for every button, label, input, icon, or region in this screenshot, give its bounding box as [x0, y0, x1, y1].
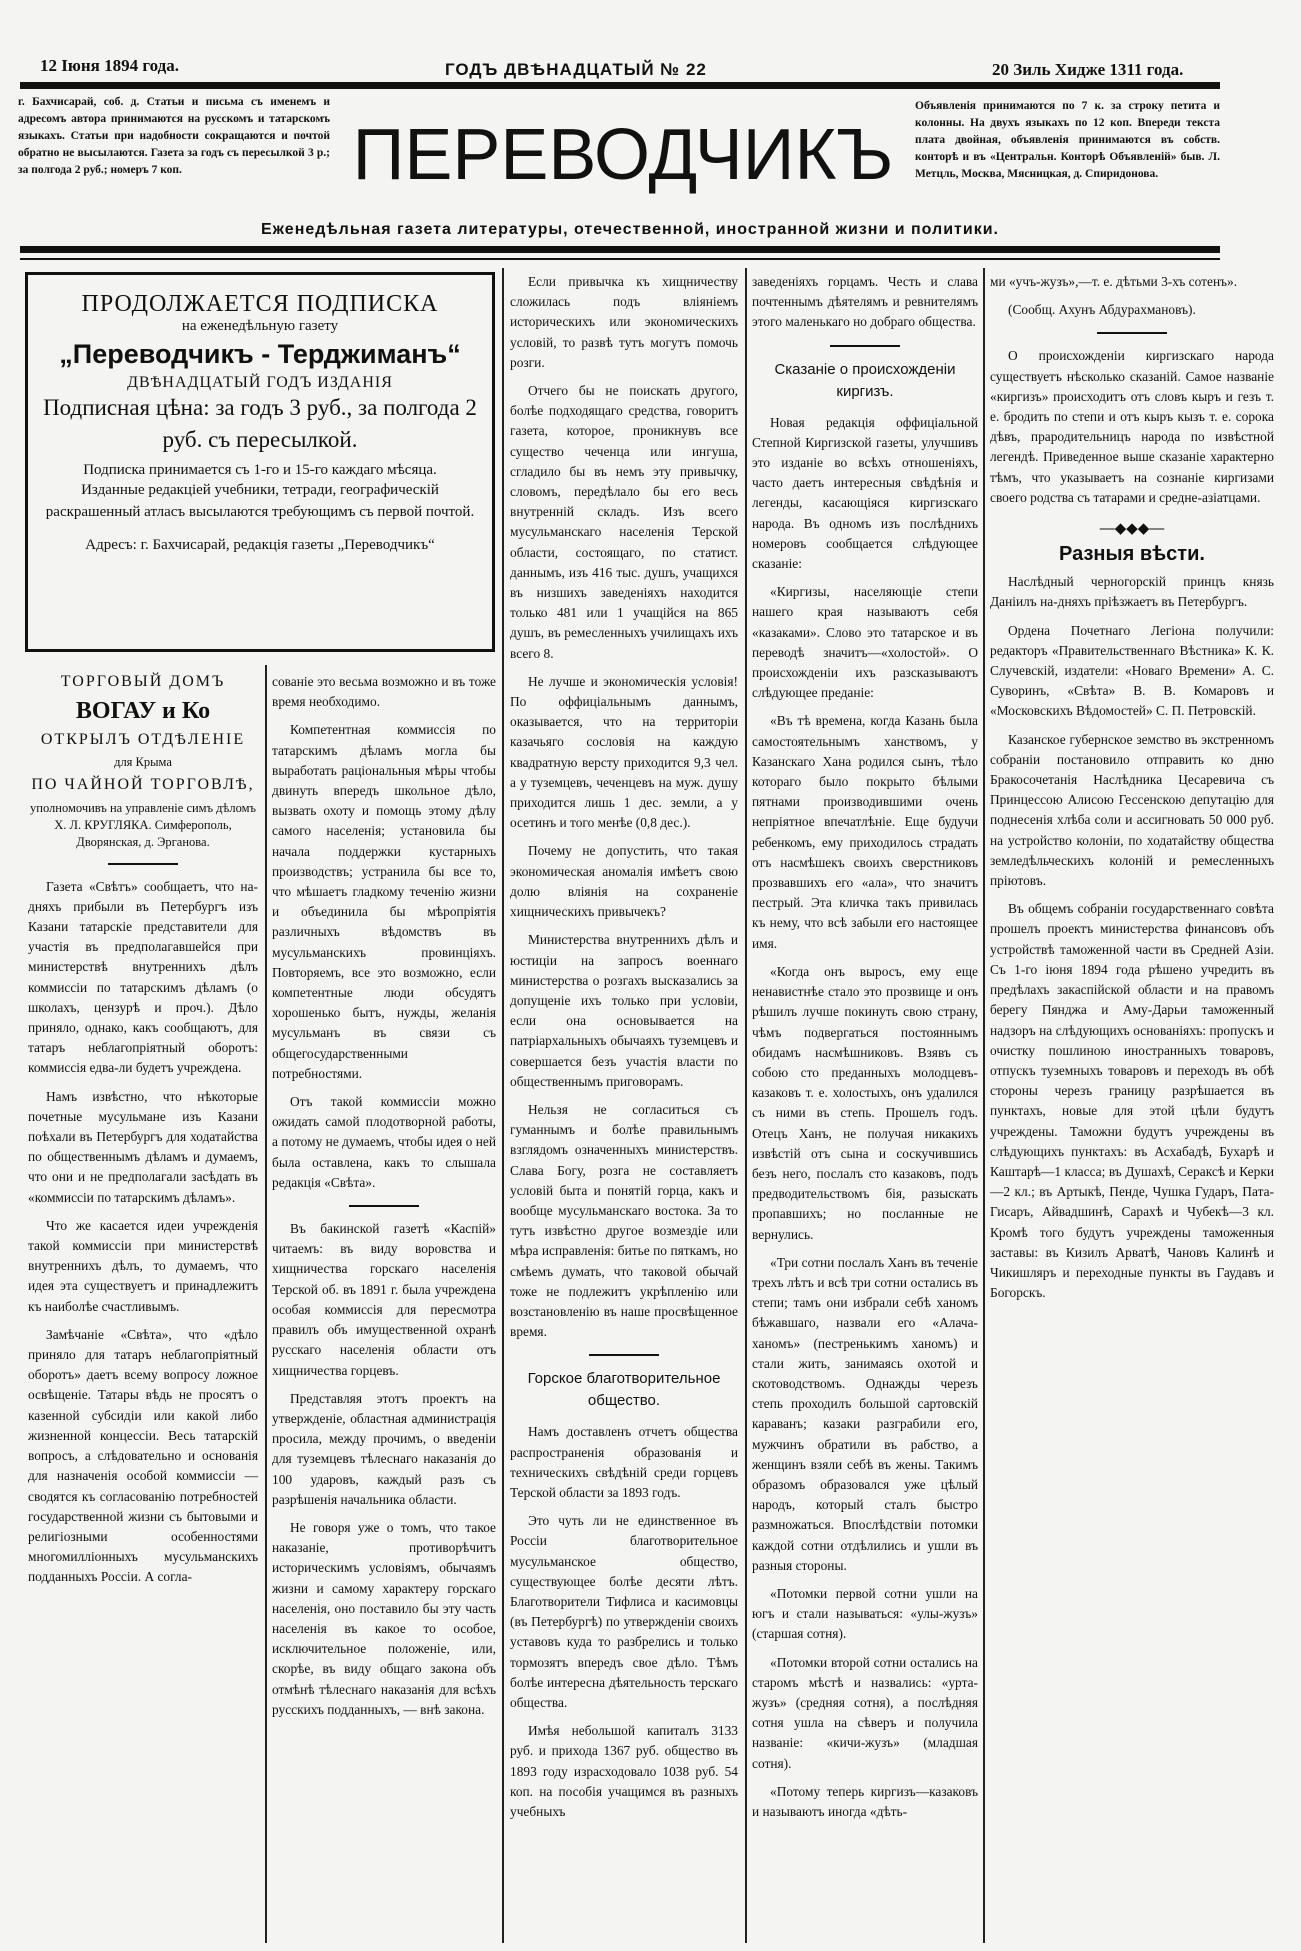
ornament-divider: —◆◆◆— [1099, 520, 1165, 538]
paragraph: «Потомки первой сотни ушли на югъ и стали называться: «улы-жузъ» (старшая сотня). [752, 1585, 978, 1642]
column-divider [502, 268, 504, 1943]
paragraph: «Потому теперь киргизъ—казаковъ и называютъ иногда «дѣть- [752, 1783, 978, 1820]
advertisement-company: ВОГАУ и Ко [75, 698, 211, 725]
column-divider [265, 665, 267, 1943]
paragraph: Замѣчаніе «Свѣта», что «дѣло приняло для татаръ неблагопріятный оборотъ» даетъ всему вопросу ложное освѣщеніе. Татары вѣдь не просятъ о казенной субсидіи или какой либо жизненной концессіи. Весь татарскій вопросъ, а слѣдовательно и основанія для назначенія особой коммиссіи — сводятся къ согласованію потребностей государственной жизни съ бытовыми и религіозными особенностями многомилліонныхъ мусульманскихъ подданныхъ Россіи. А согла- [28, 1326, 258, 1585]
paragraph: сованіе это весьма возможно и въ тоже время необходимо. [272, 674, 496, 710]
paragraph: Намъ доставленъ отчетъ общества распространенія образованія и техническихъ свѣдѣній среди горцевъ Терской области за 1893 годъ. [510, 1424, 738, 1500]
paragraph: Отъ такой коммиссіи можно ожидать самой плодотворной работы, а потому не думаемъ, чтобы идея о ней была оставлена, какъ то слышала редакція «Свѣта». [272, 1094, 496, 1190]
paragraph: Имѣя небольшой капиталъ 3133 руб. и прихода 1367 руб. общество въ 1893 году израсходовало 1038 руб. 54 коп. на пособія учащимся въ разныхъ учебныхъ [510, 1723, 738, 1820]
paragraph: Если привычка къ хищничеству сложилась подъ вліяніемъ историческихъ или экономическихъ условій, то развѣ тутъ могутъ помочь розги. [510, 274, 738, 370]
article-separator [349, 1205, 419, 1207]
paragraph: Не говоря уже о томъ, что такое наказаніе, противорѣчитъ историческимъ условіямъ, обычаямъ жизни и самому характеру горскаго населенія, оно поставило бы эту часть населенія въ какое то особое, исключительное положеніе, или, скорѣе, въ виду общаго закона объ отмѣнѣ тѣлеснаго наказанія для всѣхъ русскихъ подданныхъ, — внѣ закона. [272, 1519, 496, 1717]
paragraph: Представляя этотъ проектъ на утвержденіе, областная администрація просила, между прочимъ, о введеніи для туземцевъ тѣлеснаго наказанія до 100 ударовъ, каждый разъ съ разрѣшенія начальника области. [272, 1390, 496, 1507]
header-top-rule [20, 82, 1220, 89]
subscription-title: ПРОДОЛЖАЕТСЯ ПОДПИСКА [81, 291, 439, 317]
article-separator [589, 1354, 659, 1356]
article-separator [108, 863, 178, 865]
paragraph: Компетентная коммиссія по татарскимъ дѣламъ могла бы выработать раціональныя мѣры чтобы двинуть впередъ школьное дѣло, вызвать охоту и помощь этому дѣлу самого населенія; установила бы начала поддержки кустарныхъ производствъ; устранила бы все то, что мѣшаетъ гладкому теченію жизни и объединила бы мѣропріятія различныхъ вѣдомствъ въ мусульманскихъ провинціяхъ. Повторяемъ, все это возможно, если компетентные люди обсудятъ хорошенько бытъ, нужды, желанія мусульманъ въ связи съ общегосударственными потребностями. [272, 722, 496, 1081]
subscription-line: на еженедѣльную газету [181, 318, 339, 334]
paragraph: Что же касается идеи учрежденія такой коммиссіи при министерствѣ внутреннихъ дѣлъ, то думаемъ, что идея эта существуетъ и принадлежитъ къ наиболѣе счастливымъ. [28, 1217, 258, 1314]
paragraph: Намъ извѣстно, что нѣкоторые почетные мусульмане изъ Казани поѣхали въ Петербургъ для ходатайства по общественнымъ дѣламъ и думаемъ, что они и не предполагали засѣдать въ «коммиссіи по татарскимъ дѣламъ». [28, 1088, 258, 1205]
paragraph: «Въ тѣ времена, когда Казань была самостоятельнымъ ханствомъ, у Казанскаго Хана родился сынъ, тѣло котораго было покрыто бѣлыми пятнами производившими очень непріятное впечатлѣніе. Еще будучи ребенкомъ, ему приходилось страдать отъ насмѣшекъ своихъ сверстниковъ прозвавшихъ его «ала», что значитъ пестрый. Эта кличка такъ привилась къ нему, что всѣ забыли его настоящее имя. [752, 713, 978, 951]
paragraph: «Потомки второй сотни остались на старомъ мѣстѣ и назвались: «урта-жузъ» (средняя сотня), а послѣдняя сотня ушла на сѣверъ и получила названіе: «кичи-жузъ» (младшая сотня). [752, 1654, 978, 1771]
column-divider [745, 268, 747, 1943]
paragraph: Не лучше и экономическія условія! По оффиціальнымъ даннымъ, оказывается, что на территоріи казачьяго сословія на каждую квадратную версту приходится 9,3 чел. а у туземцевъ, чеченцевъ на муж. душу приходится лишь 1 дес. земли, а у осетинъ и того менѣе (0,8 дес.). [510, 673, 738, 831]
column-4 [752, 272, 978, 1830]
subscription-price: Подписная цѣна: за годъ 3 руб., за полгода 2 руб. съ пересылкой. [43, 395, 477, 452]
paragraph: Наслѣдный черногорскій принцъ князь Даніилъ на-дняхъ пріѣзжаетъ въ Петербургъ. [990, 574, 1274, 610]
paragraph: Въ общемъ собраніи государственнаго совѣта прошелъ проектъ министерства финансовъ объ устройствѣ таможенной части въ Средней Азіи. Съ 1-го іюня 1894 года рѣшено учредить въ предѣлахъ закаспійской области и на правомъ берегу Пянджа и Аму-Дарьи таможенный надзоръ на слѣдующихъ основаніяхъ: пропускъ и очистку пошлиною иностранныхъ товаровъ, отпускъ туземныхъ товаровъ и переходъ въ обѣ стороны черезъ границу разрѣшается въ пунктахъ, новые для этой цѣли будутъ учреждены. Таможни будутъ учреждены въ слѣдующихъ пунктахъ: въ Асхабадѣ, Бухарѣ и Каштарѣ—1 класса; въ Душахѣ, Сераксѣ и Керки—2 кл.; въ Артыкѣ, Пенде, Чушка Гударъ, Пата-Гисаръ, Айвадшинѣ, Сарахѣ и Чубекѣ—3 кл. Кромѣ того будутъ учреждены таможенныя заставы: въ Кизилъ Арватѣ, Чановъ Калинѣ и Чикишляръ и переходные пункты въ Гаудавъ и Богорскъ. [990, 901, 1274, 1301]
section-heading: Разныя вѣсти. [1059, 543, 1205, 566]
publication-year: ДВѢНАДЦАТЫЙ ГОДЪ ИЗДАНІЯ [127, 374, 393, 391]
column-3 [510, 272, 738, 1830]
column-1 [28, 672, 258, 1596]
subscription-terms: Подписка принимается съ 1-го и 15-го каждаго мѣсяца. [83, 462, 437, 478]
subscription-announcement [25, 272, 495, 652]
advertisement-line: ПО ЧАЙНОЙ ТОРГОВЛѢ, [31, 776, 255, 794]
advertisement-line: для Крыма [114, 755, 172, 770]
paragraph: Въ бакинской газетѣ «Каспій» читаемъ: въ виду воровства и хищничества горскаго населенія Терской об. въ 1891 г. была учреждена особая коммиссія для пересмотра правилъ объ имущественной охранѣ русскаго населенія области отъ хищничества горцевъ. [272, 1221, 496, 1378]
paragraph: Нельзя не согласиться съ гуманнымъ и болѣе правильнымъ взглядомъ означенныхъ министерствъ. Слава Богу, розга не составляетъ условій быта и понятій горца, какъ и вообще мусульманскаго востока. За то тутъ извѣстно другое возмездіе или мѣра исправленія: битье по пяткамъ, но смѣемъ думать, что таковой обычай тоже не подлежитъ укрѣпленію или возстановленію въ наше просвѣщенное время. [510, 1101, 738, 1340]
paragraph: заведеніяхъ горцамъ. Честь и слава почтеннымъ дѣятелямъ и ревнителямъ этого маленькаго но добраго общества. [752, 274, 978, 330]
advertisement-line: уполномочивъ на управленіе симъ дѣломъ Х. Л. КРУГЛЯКА. Симферополь, Дворянская, д. Эрганова. [30, 800, 256, 849]
column-2 [272, 672, 496, 1728]
paragraph: Почему не допустить, что такая экономическая аномалія имѣетъ свою долю вліянія на сохраненіе хищническихъ привычекъ? [510, 843, 738, 920]
paragraph: «Киргизы, населяющіе степи нашего края называютъ себя «казаками». Слово это татарское и въ переводѣ значитъ—«холостой». О происхожденіи ихъ разсказываютъ слѣдующее преданіе: [752, 584, 978, 701]
article-heading: Сказаніе о происхожденіи киргизъ. [774, 360, 956, 400]
header-bottom-thin-rule [20, 258, 1220, 260]
article-heading: Горское благотворительное общество. [527, 1370, 721, 1410]
publisher-note: г. Бахчисарай, соб. д. Статьи и письма съ именемъ и адресомъ автора принимаются на русскомъ и татарскомъ языкахъ. Статьи при надобности сокращаются и почтой обратно не высылаются. Газета за годъ съ пересылкой 3 р.; за полгода 2 руб.; номеръ 7 коп. [18, 96, 330, 176]
textbooks-note: Изданные редакціей учебники, тетради, географическій раскрашенный атласъ высылаются требующимъ съ первой почтой. [45, 482, 475, 520]
paragraph: Это чуть ли не единственное въ Россіи благотворительное мусульманское общество, существующее болѣе десяти лѣтъ. Благотворители Тифлиса и касимовцы (въ Петербургѣ) по утвержденіи своихъ уставовъ куда то разбрелись и только тормозятъ впередъ свое дѣло. Тѣмъ болѣе интересна дѣятельность терскаго общества. [510, 1513, 738, 1710]
paragraph: Министерства внутреннихъ дѣлъ и юстиціи на запросъ военнаго министерства о розгахъ высказались за допущеніе ихъ только при условіи, если она основывается на патріархальныхъ обычаяхъ туземцевъ и совершается безъ участія власти по общественнымъ приговорамъ. [510, 932, 738, 1089]
paragraph: «Три сотни послалъ Ханъ въ теченіе трехъ лѣтъ и всѣ три сотни остались въ степи; тамъ они избрали себѣ ханомъ бѣжавшаго, назвали его «Алача-ханомъ» (пестренькимъ ханомъ) и стали жить, занимаясь охотой и скотоводствомъ. Однажды черезъ степь проходилъ большой сартовскій караванъ; казаки разграбили его, мужчинъ обратили въ рабство, а женщинъ взяли себѣ въ жены. Такимъ образомъ образовался уже цѣлый народъ, который сталъ быстро размножаться. Впослѣдствіи потомки каждой сотни отдѣлились и ушли въ разныя стороны. [752, 1254, 978, 1573]
article-separator [830, 345, 900, 347]
masthead-subtitle: Еженедѣльная газета литературы, отечественной, иностранной жизни и политики. [260, 221, 999, 238]
paragraph: О происхожденіи киргизскаго народа существуетъ нѣсколько сказаній. Самое названіе «киргизъ» происходитъ отъ словъ кыръ и гезъ т. е. бродить по степи и отъ кыръ кызъ т. е. сорока дѣвъ, прародительницъ народа по извѣстной легендѣ. Приведенное выше сказаніе характерно тѣмъ, что указываетъ на сознаніе киргизами своего родства съ татарами и средне-азіатцами. [990, 348, 1274, 505]
advertisement-line: ОТКРЫЛЪ ОТДѢЛЕНІЕ [40, 731, 246, 749]
advertising-terms: Объявленія принимаются по 7 к. за строку петита и колонны. На двухъ языкахъ по 12 коп. Впереди текста плата двойная, объявленія принимаются въ собств. конторѣ и въ «Центральн. Конторѣ Объявленій» быв. Л. Метцль, Москва, Мясницкая, д. Спиридонова. [915, 100, 1220, 180]
paragraph: Новая редакція оффиціальной Степной Киргизской газеты, улучшивъ это изданіе во всѣхъ отношеніяхъ, часто даетъ интересныя свѣдѣнія и легенды, касающіяся киргизскаго народа. Въ одномъ изъ послѣднихъ номеровъ сообщается слѣдующее сказаніе: [752, 414, 978, 572]
address: Адресъ: г. Бахчисарай, редакція газеты „Переводчикъ“ [85, 537, 435, 553]
column-divider [983, 268, 985, 1943]
paragraph: «Когда онъ выросъ, ему еще ненавистнѣе стало это прозвище и онъ рѣшилъ лучше покинуть свою страну, чѣмъ подвергаться постояннымъ обидамъ насмѣшниковъ. Взявъ съ собою сто преданныхъ молодцевъ-казаковъ т. е. холостыхъ, онъ удалился съ ними въ степь. Прошелъ годъ. Отецъ Ханъ, не получая никакихъ извѣстій отъ сына и соскучившись безъ него, послалъ сто казаковъ, подъ предводительствомъ бія, разыскать пропавшихъ; но посланные не вернулись. [752, 963, 978, 1242]
issue-date-hijri: 20 Зиль Хидже 1311 года. [992, 60, 1184, 79]
paragraph: Казанское губернское земство въ экстренномъ собраніи постановило отправить ко дню Бракосочетанія Наслѣдника Цесаревича съ Принцессою Алисою Гессенскою депутацію для поднесенія хлѣба соли и ассигновать 50 000 руб. на устройство колоніи, по ходатайству общества земледѣльческихъ колоній и ремесленныхъ пріютовъ. [990, 731, 1274, 889]
article-separator [1097, 332, 1167, 334]
issue-number: ГОДЪ ДВѢНАДЦАТЫЙ № 22 [445, 60, 707, 79]
paragraph: (Сообщ. Ахунъ Абдурахмановъ). [1008, 302, 1196, 318]
paragraph: Отчего бы не поискать другого, болѣе подходящаго средства, говоритъ газета, которое, проникнувъ все существо чеченца или ингуша, сгладило бы въ немъ эту привычку, словомъ, передѣлало бы его весь внутренній складъ. Изъ всего мусульманскаго населенія Терской области, состоящаго, по статист. даннымъ, изъ 416 тыс. душъ, учащихся въ низшихъ заведеніяхъ находится только 481 или 1 учащійся на 865 душъ, въ ремесленныхъ училищахъ ихъ всего 8. [510, 383, 738, 661]
masthead-title: ПЕРЕВОДЧИКЪ [352, 115, 894, 195]
advertisement-line: ТОРГОВЫЙ ДОМЪ [60, 673, 226, 690]
header-bottom-rule [20, 246, 1220, 253]
column-5 [990, 272, 1274, 1311]
paragraph: Ордена Почетнаго Легіона получили: редакторъ «Правительственнаго Вѣстника» К. К. Случевскій, издатели: «Новаго Времени» А. С. Суворинъ, «Свѣта» В. В. Комаровъ и «Московскихъ Вѣдомостей» С. П. Петровскій. [990, 622, 1274, 719]
issue-date-gregorian: 12 Іюня 1894 года. [40, 56, 180, 75]
paragraph: ми «учъ-жузъ»,—т. е. дѣтьми 3-хъ сотенъ». [990, 274, 1238, 289]
newspaper-name: „Переводчикъ - Терджиманъ“ [59, 339, 461, 369]
paragraph: Газета «Свѣтъ» сообщаетъ, что на-дняхъ прибыли въ Петербургъ изъ Казани татарскіе представители для участія въ предполагавшейся при министерствѣ внутреннихъ дѣлъ коммиссіи по татарскимъ дѣламъ (о школахъ, цензурѣ и проч.). Дѣло приняло, однако, какъ сообщаютъ, для татаръ неблагопріятный оборотъ: коммиссія едва-ли будетъ учреждена. [28, 878, 258, 1076]
